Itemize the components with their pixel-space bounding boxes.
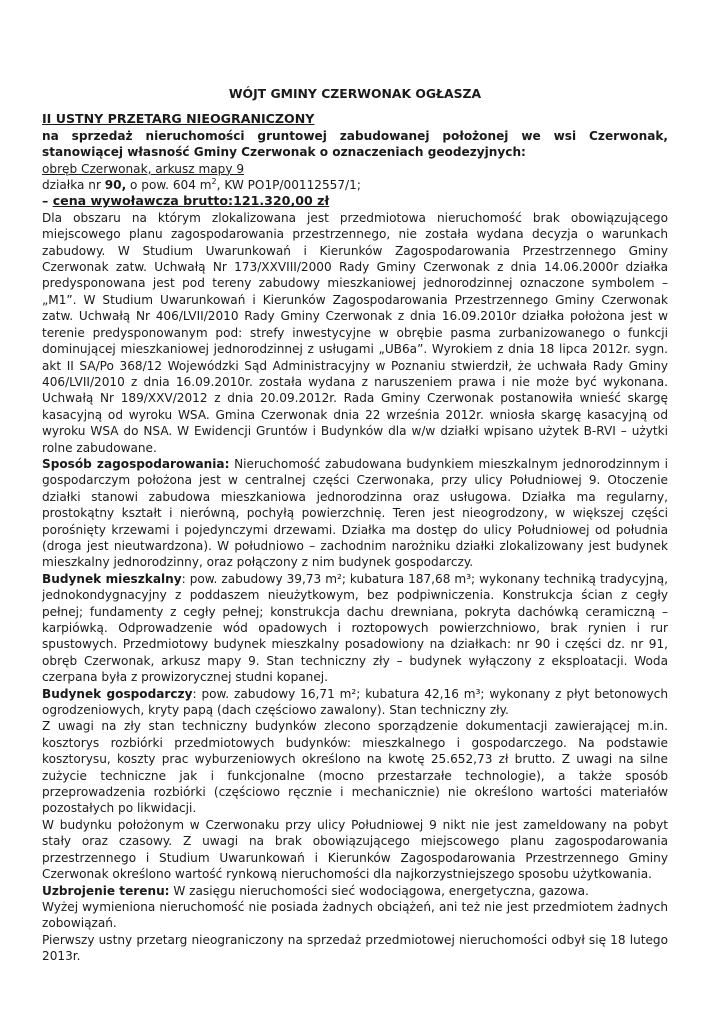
utilities-paragraph <box>42 883 668 899</box>
area-unit-superscript: 2 <box>211 177 217 186</box>
registration-paragraph: W budynku położonym w Czerwonaku przy ulicy Południowej 9 nikt nie jest zameldowany na pobyt stały oraz czasowy. Z uwagi na brak obowiązującego miejscowego planu zagospodarowania przestrzennego i Studium Uwarunkowań i Kierunków Zagospodarowania Przestrzennego Gminy Czerwonak określono wartość rynkową nieruchomości dla najkorzystniejszego sposobu użytkowania. <box>42 817 668 882</box>
residential-building-label: Budynek mieszkalny <box>42 571 182 586</box>
parcel-number: 90, <box>104 178 127 193</box>
parcel-area: o pow. 604 m <box>126 178 212 193</box>
zoning-paragraph: Dla obszaru na którym zlokalizowana jest przedmiotowa nieruchomość brak obowiązującego miejscowego planu zagospodarowania przestrzennego, nie została wydana decyzja o warunkach zabudowy. W Studium Uwarunkowań i Kierunków Zagospodarowania Przestrzennego Gminy Czerwonak zatw. Uchwałą Nr 173/XXVIII/2000 Rady Gminy Czerwonak z dnia 14.06.2000r działka predysponowana jest pod tereny zabudowy mieszkaniowej jednorodzinnej oznaczone symbolem – „M1”. W Studium Uwarunkowań i Kierunków Zagospodarowania Przestrzennego Gminy Czerwonak zatw. Uchwałą Nr 406/LVII/2010 Rady Gminy Czerwonak z dnia 16.09.2010r działka położona jest w terenie predysponowanym pod: strefy inwestycyjne w obrębie pasma zurbanizowanego o funkcji dominującej mieszkaniowej jednorodzinnej z usługami „UB6a”. Wyrokiem z dnia 18 lipca 2012r. sygn. akt II SA/Po 368/12 Wojewódzki Sąd Administracyjny w Poznaniu stwierdził, że uchwała Rady Gminy 406/LVII/2010 z dnia 16.09.2010r. została wydana z naruszeniem prawa i nie może być wykonana. Uchwałą Nr 189/XXV/2012 z dnia 20.09.2012r. Rada Gminy Czerwonak postanowiła wnieść skargę kasacyjną od wyroku WSA. Gmina Czerwonak dnia 22 września 2012r. wniosła skargę kasacyjną od wyroku WSA do NSA. W Ewidencji Gruntów i Budynków dla w/w działki wpisano użytek B-RVI – użytki rolne zabudowane. <box>42 210 668 455</box>
residential-building-text: : pow. zabudowy 39,73 m²; kubatura 187,68 m³; wykonany techniką tradycyjną, jednokondygnacyjny z poddaszem nieużytkowym, bez podpiwniczenia. Konstrukcja ścian z cegły pełnej; fundamenty z cegły pełnej; konstrukcja dachu drewniana, pokryta dachówką ceramiczną – karpiówką. Odprowadzenie wód opadowych i roztopowych powierzchniowo, brak rynien i rur spustowych. Przedmiotowy budynek mieszkalny posadowiony na działkach: nr 90 i części dz. nr 91, obręb Czerwonak, arkusz mapy 9. Stan techniczny zły – budynek wyłączony z eksploatacji. Woda czerpana była z prowizorycznej studni kopanej. <box>42 571 669 685</box>
document-page <box>42 86 668 965</box>
first-tender-paragraph: Pierwszy ustny przetarg nieograniczony na sprzedaż przedmiotowej nieruchomości odbył się 18 lutego 2013r. <box>42 932 668 964</box>
land-use-text: Nieruchomość zabudowana budynkiem mieszkalnym jednorodzinnym i gospodarczym położona jest w centralnej części Czerwonaka, przy ulicy Południowej 9. Otoczenie działki stanowi zabudowa mieszkaniowa jednorodzinna oraz usługowa. Działka ma regularny, prostokątny kształt i nierówną, pochyłą powierzchnię. Teren jest nieogrodzony, w większej części porośnięty krzewami i pojedynczymi drzewami. Działka ma dostęp do ulicy Południowej od południa (droga jest nieutwardzona). W południowo – zachodnim narożniku działki zlokalizowany jest budynek mieszkalny jednorodzinny, oraz połączony z nim budynek gospodarczy. <box>42 456 668 570</box>
utilities-label: Uzbrojenie terenu: <box>42 883 170 898</box>
price-value: 121.320,00 zł <box>233 193 330 209</box>
residential-building-paragraph <box>42 571 668 686</box>
plot-details <box>42 177 668 193</box>
land-register-number: , KW PO1P/00112557/1; <box>216 178 361 193</box>
parcel-prefix: działka nr <box>42 178 105 193</box>
price-dash: – <box>42 193 53 209</box>
tender-intro: na sprzedaż nieruchomości gruntowej zabudowanej położonej we wsi Czerwonak, stanowiącej własność Gminy Czerwonak o oznaczeniach geodezyjnych: <box>42 128 668 160</box>
utilities-text: W zasięgu nieruchomości sieć wodociągowa, energetyczna, gazowa. <box>169 883 589 898</box>
price-label: cena wywoławcza brutto: <box>52 193 234 209</box>
document-title: WÓJT GMINY CZERWONAK OGŁASZA <box>228 86 482 101</box>
utility-building-text: : pow. zabudowy 16,71 m²; kubatura 42,16 m³; wykonany z płyt betonowych ogrodzeniowych, kryty papą (dach częściowo zawalony). Stan techniczny zły. <box>42 686 669 718</box>
land-use-paragraph <box>42 456 668 571</box>
land-use-label: Sposób zagospodarowania: <box>42 456 230 471</box>
utility-building-label: Budynek gospodarczy <box>42 686 193 701</box>
starting-price <box>42 193 668 209</box>
utility-building-paragraph <box>42 686 668 719</box>
tender-heading: II USTNY PRZETARG NIEOGRANICZONY <box>42 111 315 127</box>
encumbrances-paragraph: Wyżej wymieniona nieruchomość nie posiada żadnych obciążeń, ani też nie jest przedmiotem żadnych zobowiązań. <box>42 899 668 931</box>
plot-location: obręb Czerwonak, arkusz mapy 9 <box>42 161 245 176</box>
demolition-paragraph: Z uwagi na zły stan techniczny budynków zlecono sporządzenie dokumentacji zawierającej m.in. kosztorys rozbiórki przedmiotowych budynków: mieszkalnego i gospodarczego. Na podstawie kosztorysu, koszty prac wyburzeniowych określono na kwotę 25.652,73 zł brutto. Z uwagi na silne zużycie techniczne jak i funkcjonalne (mocno przestarzałe technologie), a także sposób przeprowadzenia rozbiórki (częściowo ręcznie i mechanicznie) nie określono wartości materiałów pozostałych po likwidacji. <box>42 719 668 816</box>
